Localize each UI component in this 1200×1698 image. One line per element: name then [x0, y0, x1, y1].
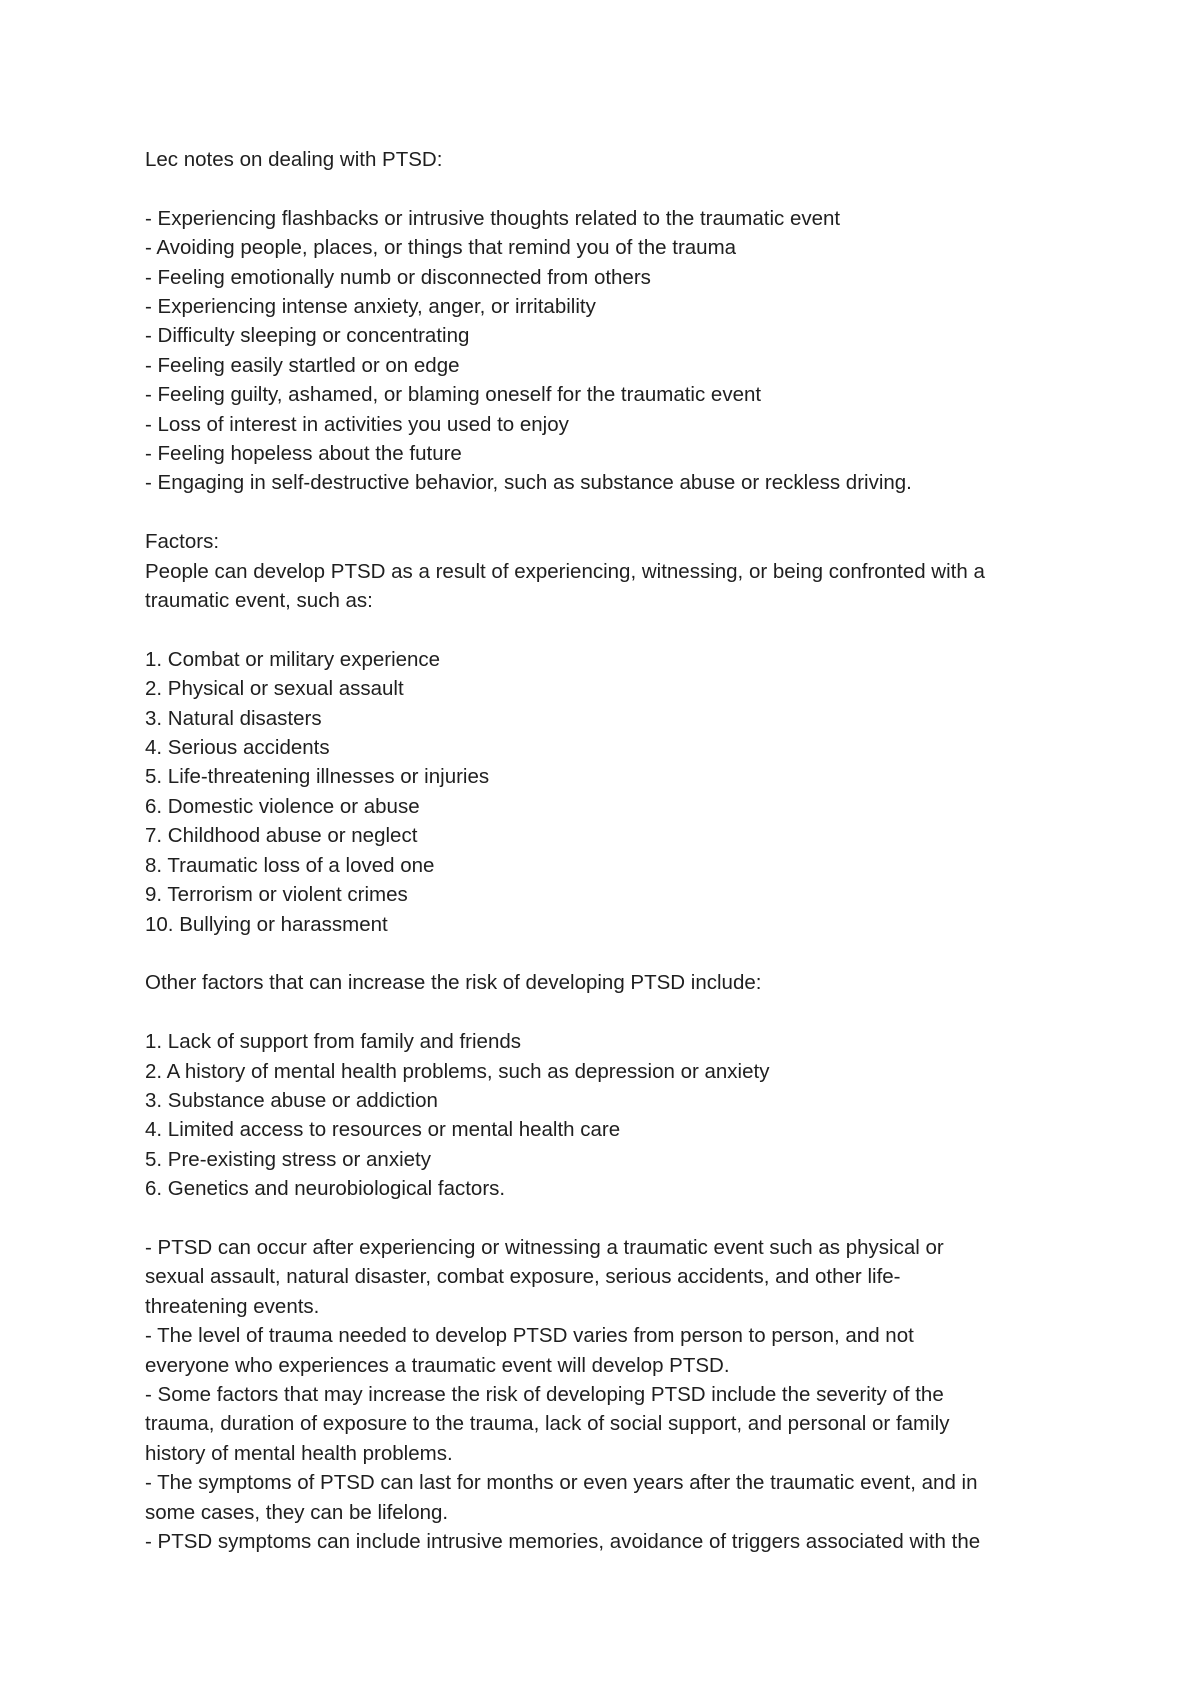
list-item: - Feeling easily startled or on edge [145, 353, 460, 377]
list-item: 6. Genetics and neurobiological factors. [145, 1177, 506, 1201]
list-item: 8. Traumatic loss of a loved one [145, 853, 435, 877]
spacer [145, 174, 1095, 203]
list-item: 2. Physical or sexual assault [145, 677, 404, 701]
factors-heading: Factors: [145, 530, 220, 554]
spacer [145, 615, 1095, 644]
list-item: 6. Domestic violence or abuse [145, 794, 420, 818]
list-item: - Feeling emotionally numb or disconnected from others [145, 265, 651, 289]
list-item: - Difficulty sleeping or concentrating [145, 324, 470, 348]
spacer [145, 998, 1095, 1027]
list-item: - Avoiding people, places, or things that remind you of the trauma [145, 236, 737, 260]
list-item: - Feeling hopeless about the future [145, 442, 462, 466]
other-factors-heading: Other factors that can increase the risk of developing PTSD include: [145, 971, 762, 995]
note-line: - The symptoms of PTSD can last for months or even years after the traumatic event, and in [145, 1471, 978, 1495]
document-page [145, 145, 1095, 1556]
list-item: 3. Natural disasters [145, 706, 322, 730]
other-factors-list [145, 1027, 1095, 1203]
list-item: - Loss of interest in activities you used to enjoy [145, 412, 569, 436]
list-item: 5. Life-threatening illnesses or injuries [145, 765, 490, 789]
list-item: 10. Bullying or harassment [145, 912, 388, 936]
note-line: sexual assault, natural disaster, combat exposure, serious accidents, and other life- [145, 1265, 901, 1289]
spacer [145, 498, 1095, 527]
document-title: Lec notes on dealing with PTSD: [145, 148, 443, 171]
list-item: - Feeling guilty, ashamed, or blaming oneself for the traumatic event [145, 383, 762, 407]
note-line: some cases, they can be lifelong. [145, 1500, 449, 1524]
symptoms-list [145, 204, 1095, 498]
list-item: - Experiencing intense anxiety, anger, or irritability [145, 295, 596, 319]
note-line: threatening events. [145, 1294, 320, 1318]
list-item: 1. Combat or military experience [145, 647, 441, 671]
list-item: - Engaging in self-destructive behavior, such as substance abuse or reckless driving. [145, 471, 912, 495]
list-item: 5. Pre-existing stress or anxiety [145, 1147, 431, 1171]
note-line: - The level of trauma needed to develop PTSD varies from person to person, and not [145, 1324, 914, 1348]
note-line: - PTSD symptoms can include intrusive memories, avoidance of triggers associated with the [145, 1530, 981, 1553]
note-line: history of mental health problems. [145, 1441, 453, 1465]
factors-intro-line: traumatic event, such as: [145, 589, 373, 613]
list-item: - Experiencing flashbacks or intrusive thoughts related to the traumatic event [145, 206, 841, 230]
factors-list [145, 645, 1095, 939]
note-line: trauma, duration of exposure to the trauma, lack of social support, and personal or family [145, 1412, 950, 1436]
notes-block [145, 1233, 1095, 1556]
spacer [145, 1204, 1095, 1233]
list-item: 2. A history of mental health problems, such as depression or anxiety [145, 1059, 770, 1083]
note-line: - PTSD can occur after experiencing or witnessing a traumatic event such as physical or [145, 1235, 944, 1259]
note-line: everyone who experiences a traumatic event will develop PTSD. [145, 1353, 730, 1377]
spacer [145, 939, 1095, 968]
list-item: 7. Childhood abuse or neglect [145, 824, 418, 848]
factors-intro-line: People can develop PTSD as a result of experiencing, witnessing, or being confronted with a [145, 559, 985, 583]
list-item: 4. Serious accidents [145, 736, 330, 760]
list-item: 9. Terrorism or violent crimes [145, 883, 408, 907]
list-item: 4. Limited access to resources or mental health care [145, 1118, 621, 1142]
note-line: - Some factors that may increase the risk of developing PTSD include the severity of the [145, 1382, 944, 1406]
list-item: 3. Substance abuse or addiction [145, 1088, 438, 1112]
list-item: 1. Lack of support from family and friends [145, 1030, 522, 1054]
